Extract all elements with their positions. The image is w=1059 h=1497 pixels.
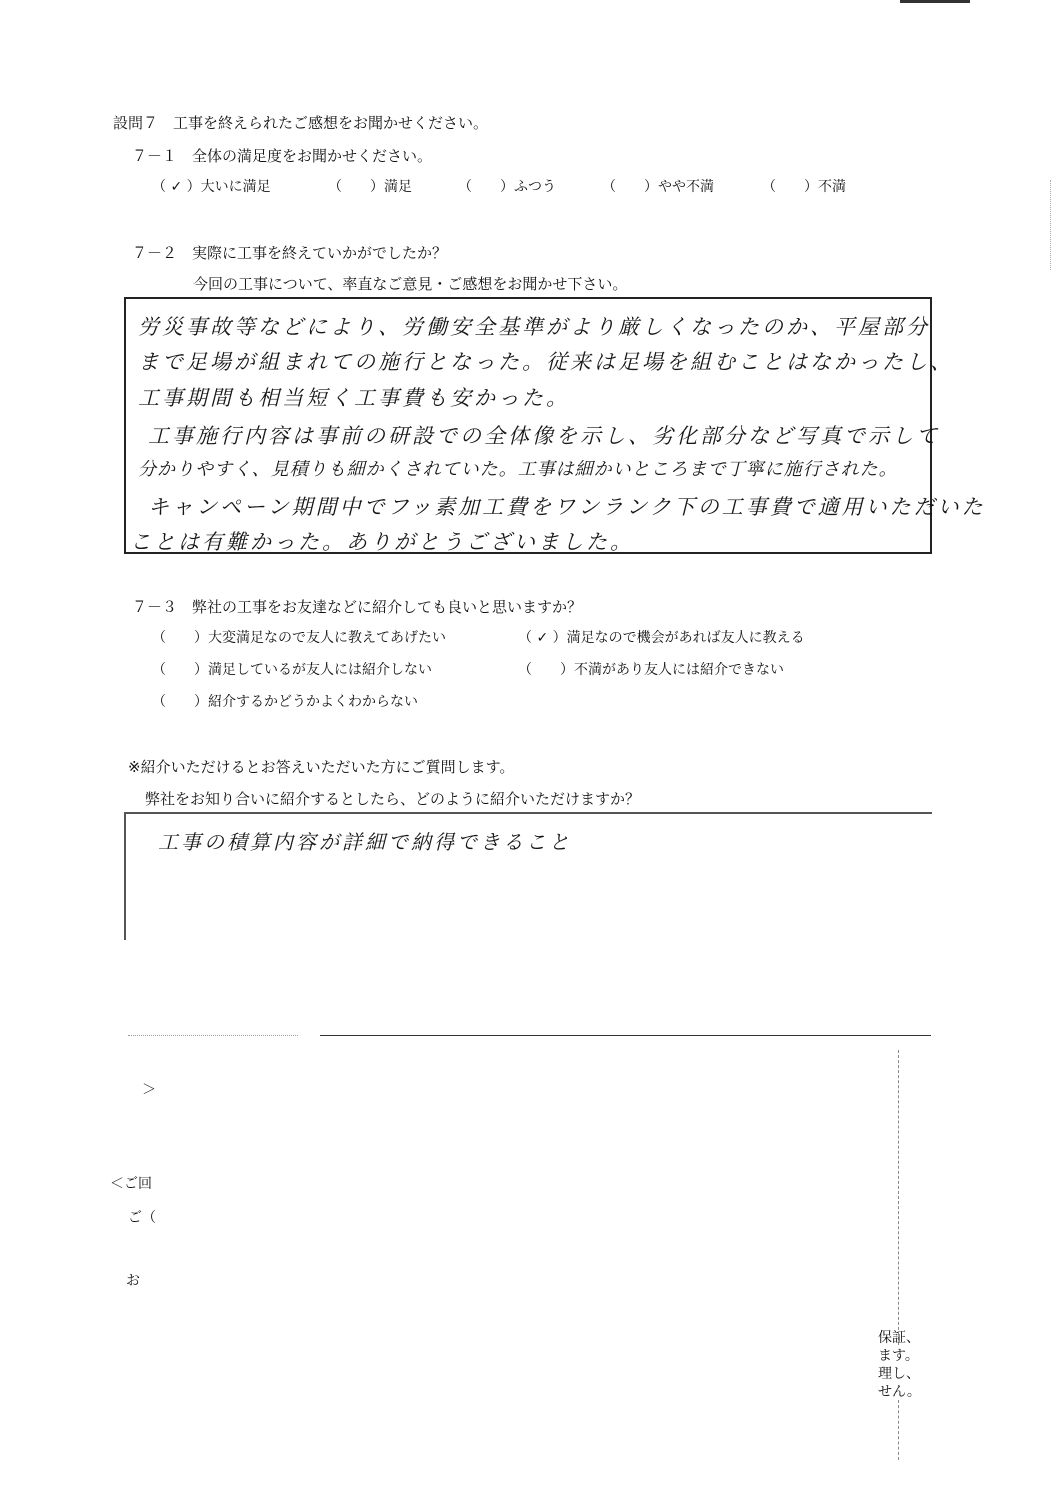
referral-option-satisfied-no-referral[interactable]: （ ）満足しているが友人には紹介しない	[152, 662, 432, 678]
comment-box[interactable]	[124, 297, 986, 554]
fragment-left-1: ＞	[142, 1082, 156, 1098]
comment-line: キャンペーン期間中でフッ素加工費をワンランク下の工事費で適用いただいた	[148, 495, 986, 519]
question-7-2-subtitle: 今回の工事について、率直なご意見・ご感想をお聞かせ下さい。	[193, 275, 628, 293]
scan-top-mark	[900, 0, 970, 3]
scan-edge-mark	[1050, 180, 1053, 270]
fragment-right-3: 理し、	[878, 1366, 920, 1382]
referral-note: ※紹介いただけるとお答えいただいた方にご質問します。	[128, 758, 515, 776]
right-edge-dashed-line	[898, 1050, 899, 1345]
referral-option-dissatisfied[interactable]: （ ）不満があり友人には紹介できない	[518, 662, 784, 678]
satisfaction-option-very-satisfied[interactable]: （ ✓ ）大いに満足	[152, 179, 271, 195]
comment-line: 工事施行内容は事前の研設での全体像を示し、劣化部分など写真で示して	[148, 424, 940, 448]
question-7-3-title: ７－３ 弊社の工事をお友達などに紹介しても良いと思いますか？	[132, 598, 583, 616]
referral-box-left-border	[124, 812, 126, 940]
satisfaction-option-neutral[interactable]: （ ）ふつう	[458, 179, 556, 195]
fragment-right-4: せん。	[878, 1384, 921, 1400]
referral-answer[interactable]: 工事の積算内容が詳細で納得できること	[158, 830, 572, 854]
comment-line: 分かりやすく、見積りも細かくされていた。工事は細かいところまで丁寧に施行された。	[138, 459, 898, 480]
question-7-1-title: ７－１ 全体の満足度をお聞かせください。	[132, 147, 433, 165]
referral-option-satisfied[interactable]: （ ✓ ）満足なので機会があれば友人に教える	[518, 630, 805, 646]
comment-line: 労災事故等などにより、労働安全基準がより厳しくなったのか、平屋部分	[138, 315, 930, 339]
comment-line: ことは有難かった。ありがとうございました。	[130, 530, 634, 554]
referral-option-very-satisfied[interactable]: （ ）大変満足なので友人に教えてあげたい	[152, 630, 446, 646]
fragment-right-2: ます。	[878, 1348, 919, 1364]
fragment-right-1: 保証、	[878, 1330, 920, 1346]
referral-option-unsure[interactable]: （ ）紹介するかどうかよくわからない	[152, 694, 418, 710]
comment-line: まで足場が組まれての施行となった。従来は足場を組むことはなかったし、	[138, 350, 954, 374]
referral-question: 弊社をお知り合いに紹介するとしたら、どのように紹介いただけますか？	[145, 790, 641, 808]
fragment-left-3: ご（	[128, 1210, 156, 1226]
satisfaction-option-dissatisfied[interactable]: （ ）不満	[762, 179, 846, 195]
comment-line: 工事期間も相当短く工事費も安かった。	[138, 386, 570, 410]
section-divider-faint	[128, 1035, 298, 1036]
fragment-left-4: お	[126, 1273, 140, 1289]
right-edge-dashed-line-lower	[898, 1400, 899, 1460]
question-7-2-title: ７－２ 実際に工事を終えていかがでしたか？	[132, 244, 448, 262]
fragment-left-2: ＜ご回	[110, 1176, 152, 1192]
satisfaction-option-somewhat-dissatisfied[interactable]: （ ）やや不満	[602, 179, 714, 195]
satisfaction-option-satisfied[interactable]: （ ）満足	[328, 179, 412, 195]
section-divider	[320, 1035, 931, 1036]
question-7-title: 設問７ 工事を終えられたご感想をお聞かせください。	[113, 114, 489, 132]
referral-box-top-border	[124, 812, 932, 814]
